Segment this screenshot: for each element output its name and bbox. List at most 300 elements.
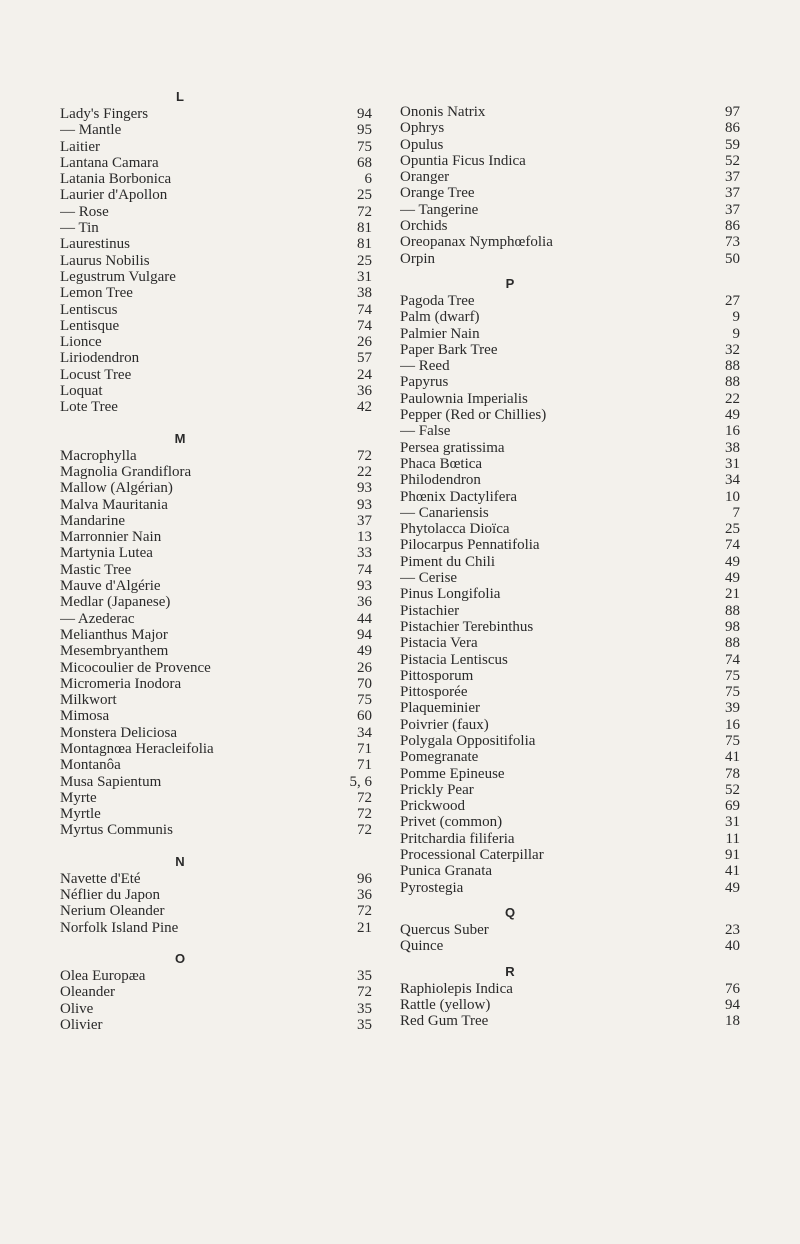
entry-page-number: 42 <box>357 399 372 416</box>
entry-page-number: 34 <box>357 724 372 741</box>
entry-page-number: 16 <box>725 423 740 440</box>
entry-name: Paulownia Imperialis <box>400 390 528 407</box>
section-gap <box>400 267 740 275</box>
entry-page-number: 34 <box>725 472 740 489</box>
index-entry <box>400 700 740 716</box>
index-entry <box>400 981 740 997</box>
entry-page-number: 81 <box>357 220 372 237</box>
entry-page-number: 73 <box>725 234 740 251</box>
index-entry <box>400 456 740 472</box>
entry-page-number: 32 <box>725 341 740 358</box>
entry-name: Persea gratissima <box>400 439 505 456</box>
entry-name: — Reed <box>400 358 450 375</box>
index-entry <box>400 997 740 1013</box>
index-entry <box>60 139 372 155</box>
entry-name: Pomme Epineuse <box>400 765 505 782</box>
entry-page-number: 98 <box>725 618 740 635</box>
entry-page-number: 26 <box>357 334 372 351</box>
entry-name: Papyrus <box>400 374 449 391</box>
entry-name: Opuntia Ficus Indica <box>400 152 526 169</box>
entry-name: Pistacia Vera <box>400 635 478 652</box>
index-entry <box>400 505 740 521</box>
index-entry <box>60 741 372 757</box>
entry-name: Raphiolepis Indica <box>400 980 513 997</box>
entry-name: Mesembryanthem <box>60 643 169 660</box>
entry-name: Milkwort <box>60 692 117 709</box>
entry-name: Punica Granata <box>400 863 493 880</box>
entry-name: Pritchardia filiferia <box>400 830 515 847</box>
entry-page-number: 74 <box>357 561 372 578</box>
entry-name: Magnolia Grandiflora <box>60 463 192 480</box>
index-entry <box>60 171 372 187</box>
section-letter: O <box>174 950 186 966</box>
entry-name: Laurestinus <box>60 236 130 253</box>
entry-page-number: 68 <box>357 154 372 171</box>
index-entry <box>60 757 372 773</box>
index-entry <box>400 185 740 201</box>
entry-name: Mauve d'Algérie <box>60 578 161 595</box>
index-entry <box>60 984 372 1000</box>
index-entry <box>60 562 372 578</box>
entry-page-number: 23 <box>725 921 740 938</box>
index-entry <box>60 822 372 838</box>
entry-page-number: 88 <box>725 374 740 391</box>
index-entry <box>60 318 372 334</box>
entry-page-number: 81 <box>357 236 372 253</box>
index-entry <box>400 472 740 488</box>
entry-page-number: 7 <box>732 504 740 521</box>
entry-page-number: 72 <box>357 903 372 920</box>
index-entry <box>60 903 372 919</box>
entry-page-number: 25 <box>725 521 740 538</box>
index-entry <box>60 220 372 236</box>
entry-name: Oreopanax Nymphœfolia <box>400 234 553 251</box>
index-entry <box>60 367 372 383</box>
entry-name: Processional Caterpillar <box>400 847 544 864</box>
entry-name: — Tin <box>60 220 99 237</box>
index-entry <box>400 798 740 814</box>
entry-name: Legustrum Vulgare <box>60 268 176 285</box>
index-entry <box>400 766 740 782</box>
section-letter: M <box>174 430 186 446</box>
entry-page-number: 37 <box>357 512 372 529</box>
entry-name: Latania Borbonica <box>60 171 172 188</box>
entry-page-number: 49 <box>357 643 372 660</box>
section-gap <box>400 955 740 963</box>
index-entry <box>60 383 372 399</box>
entry-page-number: 41 <box>725 749 740 766</box>
index-entry <box>400 326 740 342</box>
index-entry <box>400 202 740 218</box>
entry-page-number: 74 <box>725 651 740 668</box>
index-entry <box>400 847 740 863</box>
index-entry <box>60 106 372 122</box>
entry-name: Pittosporée <box>400 684 468 701</box>
entry-name: Prickwood <box>400 798 465 815</box>
entry-page-number: 74 <box>357 301 372 318</box>
entry-page-number: 35 <box>357 967 372 984</box>
entry-name: Orchids <box>400 218 448 235</box>
entry-page-number: 10 <box>725 488 740 505</box>
entry-page-number: 41 <box>725 863 740 880</box>
entry-name: Pepper (Red or Chillies) <box>400 407 547 424</box>
entry-page-number: 88 <box>725 602 740 619</box>
index-entry <box>400 489 740 505</box>
index-entry <box>60 594 372 610</box>
index-entry <box>60 692 372 708</box>
entry-page-number: 33 <box>357 545 372 562</box>
entry-page-number: 59 <box>725 136 740 153</box>
right-index-column <box>400 104 740 1029</box>
index-entry <box>400 137 740 153</box>
entry-page-number: 97 <box>725 104 740 120</box>
entry-page-number: 27 <box>725 292 740 309</box>
entry-name: Pistachier Terebinthus <box>400 618 534 635</box>
index-entry <box>400 1013 740 1029</box>
entry-page-number: 76 <box>725 980 740 997</box>
entry-page-number: 9 <box>732 325 740 342</box>
entry-name: Piment du Chili <box>400 553 496 570</box>
index-entry <box>60 269 372 285</box>
index-entry <box>400 938 740 954</box>
section-letter: L <box>176 89 184 104</box>
entry-name: Orange Tree <box>400 185 475 202</box>
index-entry <box>400 668 740 684</box>
entry-name: Mandarine <box>60 512 125 529</box>
index-entry <box>400 880 740 896</box>
entry-name: Pittosporum <box>400 667 474 684</box>
entry-name: Norfolk Island Pine <box>60 919 179 936</box>
entry-name: Marronnier Nain <box>60 529 162 546</box>
entry-page-number: 72 <box>357 203 372 220</box>
entry-name: Lote Tree <box>60 399 118 416</box>
index-entry <box>400 684 740 700</box>
entry-name: — Mantle <box>60 122 122 139</box>
index-entry <box>60 513 372 529</box>
entry-page-number: 69 <box>725 798 740 815</box>
index-entry <box>60 497 372 513</box>
entry-name: Red Gum Tree <box>400 1013 489 1030</box>
index-entry <box>60 236 372 252</box>
entry-name: Medlar (Japanese) <box>60 594 171 611</box>
index-entry <box>400 570 740 586</box>
index-entry <box>400 391 740 407</box>
entry-page-number: 71 <box>357 757 372 774</box>
index-entry <box>60 480 372 496</box>
entry-page-number: 86 <box>725 120 740 137</box>
entry-page-number: 6 <box>364 171 372 188</box>
entry-name: Phaca Bœtica <box>400 455 483 472</box>
section-gap <box>60 936 372 950</box>
entry-page-number: 72 <box>357 447 372 464</box>
index-entry <box>400 293 740 309</box>
entry-name: Palm (dwarf) <box>400 309 480 326</box>
entry-page-number: 88 <box>725 358 740 375</box>
entry-name: — Tangerine <box>400 201 479 218</box>
index-entry <box>60 887 372 903</box>
entry-name: Orpin <box>400 250 435 267</box>
index-entry <box>400 218 740 234</box>
entry-page-number: 31 <box>357 268 372 285</box>
entry-page-number: 24 <box>357 366 372 383</box>
entry-name: Phytolacca Dioïca <box>400 521 510 538</box>
index-entry <box>60 253 372 269</box>
entry-page-number: 38 <box>725 439 740 456</box>
index-entry <box>60 660 372 676</box>
index-entry <box>60 334 372 350</box>
section-letter: R <box>505 963 515 979</box>
index-entry <box>400 153 740 169</box>
index-entry <box>60 806 372 822</box>
entry-page-number: 25 <box>357 187 372 204</box>
entry-name: Lantana Camara <box>60 154 159 171</box>
index-entry <box>400 521 740 537</box>
entry-name: Plaqueminier <box>400 700 480 717</box>
entry-page-number: 75 <box>725 667 740 684</box>
index-entry <box>60 285 372 301</box>
entry-name: Melianthus Major <box>60 626 168 643</box>
section-letter: P <box>505 275 515 291</box>
index-entry <box>400 104 740 120</box>
entry-page-number: 72 <box>357 806 372 823</box>
entry-page-number: 93 <box>357 480 372 497</box>
section-gap <box>400 896 740 904</box>
index-entry <box>60 627 372 643</box>
index-entry <box>400 586 740 602</box>
entry-name: Nerium Oleander <box>60 903 165 920</box>
entry-name: Mallow (Algérian) <box>60 480 173 497</box>
entry-name: Privet (common) <box>400 814 503 831</box>
index-entry <box>60 204 372 220</box>
entry-name: Philodendron <box>400 472 481 489</box>
index-entry <box>400 407 740 423</box>
entry-name: Néflier du Japon <box>60 887 160 904</box>
entry-name: Malva Mauritania <box>60 496 168 513</box>
entry-page-number: 71 <box>357 740 372 757</box>
entry-name: Quince <box>400 938 444 955</box>
entry-name: Liriodendron <box>60 350 140 367</box>
entry-name: Pistacia Lentiscus <box>400 651 508 668</box>
entry-name: Lentisque <box>60 317 120 334</box>
index-entry <box>400 374 740 390</box>
entry-name: Polygala Oppositifolia <box>400 732 536 749</box>
entry-name: Macrophylla <box>60 447 137 464</box>
index-entry <box>400 717 740 733</box>
index-entry <box>400 782 740 798</box>
entry-name: Musa Sapientum <box>60 773 162 790</box>
entry-page-number: 39 <box>725 700 740 717</box>
entry-name: Myrte <box>60 789 97 806</box>
entry-page-number: 18 <box>725 1013 740 1030</box>
index-entry <box>60 187 372 203</box>
entry-name: Pomegranate <box>400 749 479 766</box>
entry-page-number: 22 <box>725 390 740 407</box>
index-entry <box>400 234 740 250</box>
entry-page-number: 49 <box>725 553 740 570</box>
entry-page-number: 37 <box>725 169 740 186</box>
entry-page-number: 88 <box>725 635 740 652</box>
entry-page-number: 72 <box>357 822 372 839</box>
entry-page-number: 31 <box>725 455 740 472</box>
entry-name: Lentiscus <box>60 301 118 318</box>
entry-page-number: 50 <box>725 250 740 267</box>
entry-name: Palmier Nain <box>400 325 480 342</box>
entry-name: Mimosa <box>60 708 110 725</box>
index-entry <box>400 440 740 456</box>
entry-name: Micromeria Inodora <box>60 675 182 692</box>
entry-name: Olea Europæa <box>60 967 146 984</box>
entry-page-number: 49 <box>725 879 740 896</box>
entry-name: Olivier <box>60 1016 103 1033</box>
section-gap <box>60 839 372 853</box>
entry-page-number: 94 <box>725 996 740 1013</box>
entry-name: Olive <box>60 1000 94 1017</box>
entry-name: Micocoulier de Provence <box>60 659 211 676</box>
entry-page-number: 86 <box>725 218 740 235</box>
entry-name: Ophrys <box>400 120 445 137</box>
entry-name: Pilocarpus Pennatifolia <box>400 537 540 554</box>
index-entry <box>60 529 372 545</box>
entry-page-number: 35 <box>357 1000 372 1017</box>
entry-page-number: 11 <box>725 830 740 847</box>
entry-name: Phœnix Dactylifera <box>400 488 518 505</box>
entry-name: Pyrostegia <box>400 879 464 896</box>
entry-page-number: 95 <box>357 122 372 139</box>
index-entry <box>400 169 740 185</box>
entry-name: Navette d'Eté <box>60 870 141 887</box>
entry-page-number: 75 <box>357 138 372 155</box>
index-entry <box>400 831 740 847</box>
entry-page-number: 78 <box>725 765 740 782</box>
index-entry <box>60 871 372 887</box>
index-entry <box>60 708 372 724</box>
entry-name: — Rose <box>60 203 109 220</box>
index-entry <box>60 350 372 366</box>
entry-page-number: 74 <box>725 537 740 554</box>
index-entry <box>400 537 740 553</box>
entry-name: Pinus Longifolia <box>400 586 501 603</box>
entry-page-number: 38 <box>357 285 372 302</box>
entry-name: — Azederac <box>60 610 135 627</box>
entry-page-number: 52 <box>725 152 740 169</box>
entry-name: — Cerise <box>400 570 458 587</box>
entry-page-number: 21 <box>725 586 740 603</box>
entry-page-number: 44 <box>357 610 372 627</box>
index-entry <box>60 578 372 594</box>
entry-page-number: 22 <box>357 463 372 480</box>
index-entry <box>60 448 372 464</box>
entry-name: — Canariensis <box>400 504 489 521</box>
entry-name: Martynia Lutea <box>60 545 153 562</box>
entry-name: Mastic Tree <box>60 561 132 578</box>
entry-name: Myrtle <box>60 806 101 823</box>
index-entry <box>400 619 740 635</box>
entry-page-number: 26 <box>357 659 372 676</box>
index-entry <box>60 968 372 984</box>
index-entry <box>400 733 740 749</box>
entry-page-number: 13 <box>357 529 372 546</box>
index-entry <box>60 676 372 692</box>
index-entry <box>400 342 740 358</box>
entry-name: Monstera Deliciosa <box>60 724 178 741</box>
index-entry <box>60 155 372 171</box>
index-entry <box>60 1001 372 1017</box>
entry-page-number: 25 <box>357 252 372 269</box>
entry-page-number: 72 <box>357 789 372 806</box>
index-entry <box>60 545 372 561</box>
entry-page-number: 9 <box>732 309 740 326</box>
entry-name: Lady's Fingers <box>60 106 149 122</box>
entry-name: Paper Bark Tree <box>400 341 498 358</box>
entry-page-number: 36 <box>357 383 372 400</box>
section-letter: Q <box>504 904 516 920</box>
entry-page-number: 49 <box>725 570 740 587</box>
entry-name: Pistachier <box>400 602 460 619</box>
index-entry <box>400 554 740 570</box>
index-entry <box>400 603 740 619</box>
index-entry <box>60 302 372 318</box>
entry-name: Ononis Natrix <box>400 104 486 120</box>
entry-name: Lemon Tree <box>60 285 133 302</box>
entry-page-number: 40 <box>725 938 740 955</box>
entry-name: Rattle (yellow) <box>400 996 491 1013</box>
entry-name: Poivrier (faux) <box>400 716 489 733</box>
entry-page-number: 94 <box>357 106 372 122</box>
entry-name: Myrtus Communis <box>60 822 173 839</box>
index-entry <box>60 1017 372 1033</box>
index-entry <box>400 749 740 765</box>
entry-page-number: 75 <box>725 684 740 701</box>
section-gap <box>60 416 372 430</box>
entry-name: Montanôa <box>60 757 121 774</box>
entry-page-number: 96 <box>357 870 372 887</box>
entry-page-number: 60 <box>357 708 372 725</box>
index-entry <box>400 251 740 267</box>
index-entry <box>60 920 372 936</box>
index-entry <box>400 309 740 325</box>
index-entry <box>400 423 740 439</box>
entry-page-number: 49 <box>725 407 740 424</box>
entry-name: Opulus <box>400 136 444 153</box>
entry-name: Prickly Pear <box>400 781 474 798</box>
index-entry <box>400 863 740 879</box>
entry-name: Montagnœa Heracleifolia <box>60 740 214 757</box>
index-entry <box>60 774 372 790</box>
index-entry <box>400 922 740 938</box>
entry-page-number: 21 <box>357 919 372 936</box>
section-letter: N <box>175 853 185 869</box>
entry-page-number: 57 <box>357 350 372 367</box>
entry-page-number: 93 <box>357 496 372 513</box>
entry-name: Quercus Suber <box>400 921 489 938</box>
entry-page-number: 74 <box>357 317 372 334</box>
index-entry <box>400 120 740 136</box>
index-entry <box>60 399 372 415</box>
index-entry <box>60 464 372 480</box>
entry-page-number: 37 <box>725 201 740 218</box>
entry-page-number: 36 <box>357 887 372 904</box>
entry-page-number: 36 <box>357 594 372 611</box>
entry-page-number: 70 <box>357 675 372 692</box>
index-entry <box>400 652 740 668</box>
entry-page-number: 5, 6 <box>349 773 372 790</box>
entry-page-number: 93 <box>357 578 372 595</box>
index-entry <box>60 725 372 741</box>
entry-name: Oleander <box>60 984 115 1001</box>
entry-page-number: 75 <box>357 692 372 709</box>
index-entry <box>60 643 372 659</box>
index-entry <box>400 358 740 374</box>
